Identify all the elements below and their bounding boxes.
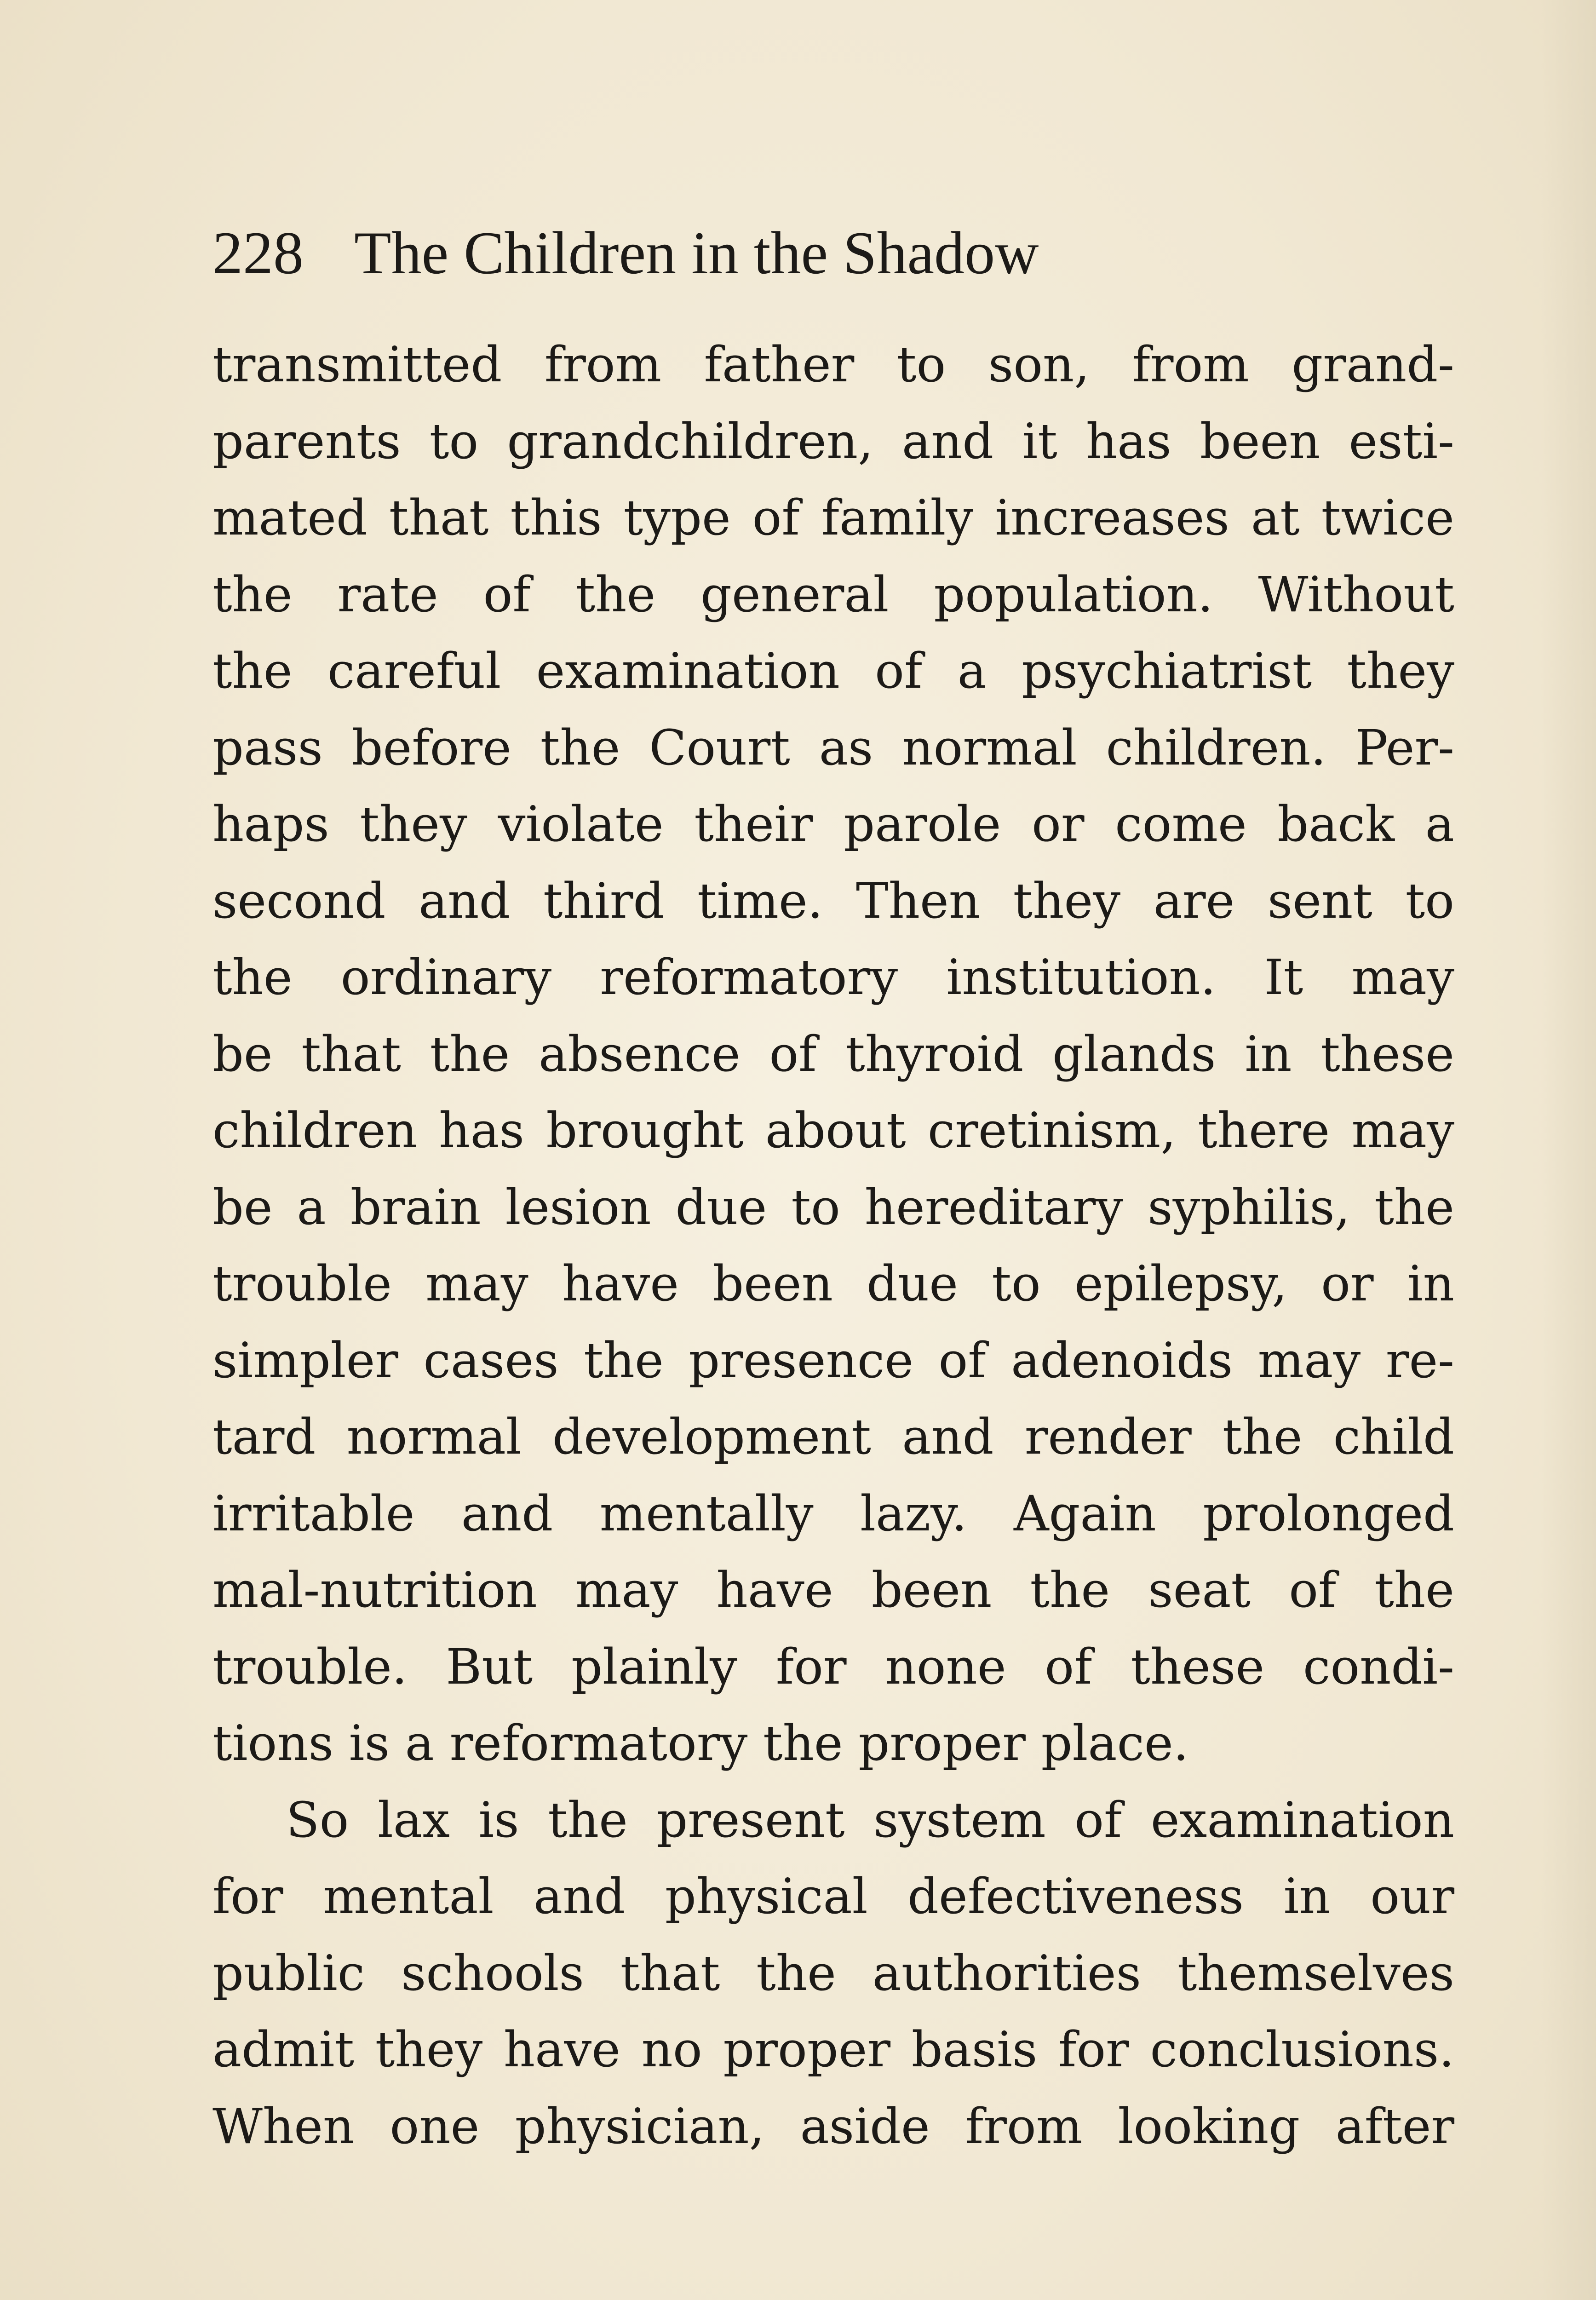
body-text (212, 327, 1454, 2165)
text-line: for mental and physical defectiveness in our (212, 1868, 1454, 1925)
text-line-paragraph-end: tions is a reformatory the proper place. (212, 1715, 1189, 1771)
text-line: simpler cases the presence of adenoids may re- (212, 1332, 1454, 1389)
text-line: mated that this type of family increases at twice (212, 489, 1454, 546)
page-number: 228 (212, 219, 304, 287)
text-line: children has brought about cretinism, there may (212, 1102, 1454, 1159)
text-line: When one physician, aside from looking after (212, 2098, 1454, 2155)
text-line: the careful examination of a psychiatrist they (212, 643, 1454, 699)
text-line-paragraph-start: So lax is the present system of examination (286, 1791, 1454, 1848)
text-line: public schools that the authorities themselves (212, 1944, 1454, 2001)
text-line: trouble. But plainly for none of these condi- (212, 1638, 1454, 1695)
text-line: tard normal development and render the child (212, 1409, 1454, 1465)
page-edge-shading (1541, 0, 1596, 2300)
text-line: trouble may have been due to epilepsy, or in (212, 1255, 1454, 1312)
text-line: irritable and mentally lazy. Again prolonged (212, 1485, 1454, 1542)
text-line: pass before the Court as normal children. Per- (212, 719, 1454, 776)
text-line: second and third time. Then they are sent to (212, 872, 1454, 929)
text-line: mal-nutrition may have been the seat of the (212, 1562, 1454, 1618)
text-line: haps they violate their parole or come back a (212, 796, 1454, 852)
text-line: admit they have no proper basis for conclusions. (212, 2021, 1454, 2078)
text-line: be that the absence of thyroid glands in these (212, 1025, 1454, 1082)
book-title: The Children in the Shadow (354, 219, 1039, 287)
text-line: be a brain lesion due to hereditary syphilis, the (212, 1179, 1454, 1236)
text-line: parents to grandchildren, and it has been esti- (212, 413, 1454, 470)
running-head (212, 216, 1362, 290)
text-line: transmitted from father to son, from grand- (212, 336, 1454, 393)
text-line: the rate of the general population. Without (212, 566, 1454, 623)
text-line: the ordinary reformatory institution. It may (212, 949, 1454, 1006)
